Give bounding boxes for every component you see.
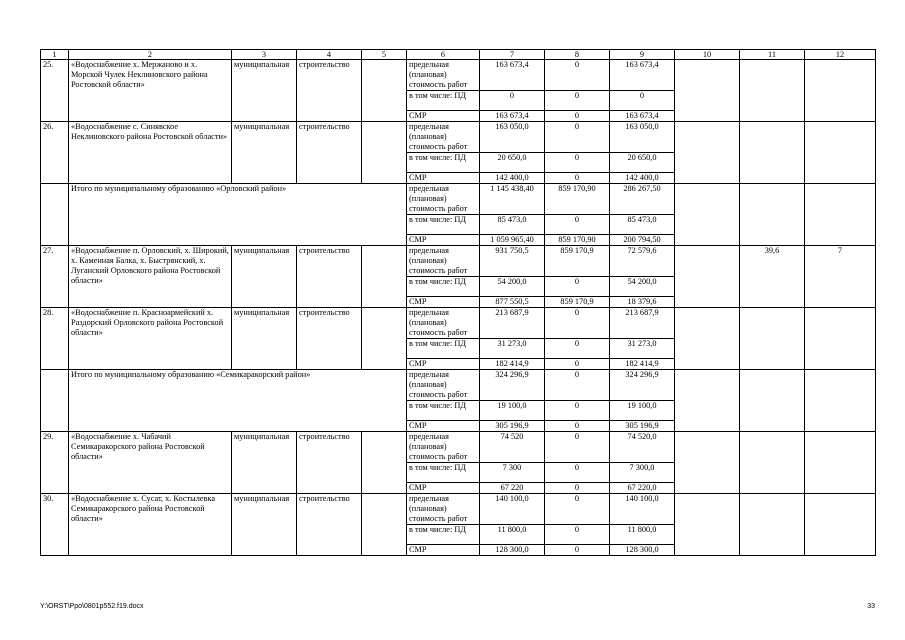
row-number: 26. [41, 122, 69, 184]
col-10 [675, 308, 740, 370]
cost-value: 20 650,0 [480, 153, 545, 173]
object-name: «Водоснабжение х. Сусат, х. Костылевка Семикаракорского района Ростовской области» [69, 494, 232, 556]
table-body [41, 50, 876, 556]
cost-value: 54 200,0 [480, 277, 545, 297]
cost-value: 305 196,9 [610, 421, 675, 432]
cost-value: 0 [545, 153, 610, 173]
cost-label: СМР [407, 173, 480, 184]
cost-label: в том числе: ПД [407, 339, 480, 359]
table-row [41, 308, 876, 339]
cost-value: 200 794,50 [610, 235, 675, 246]
cost-value: 324 296,9 [480, 370, 545, 401]
cost-value: 163 673,4 [480, 111, 545, 122]
col-12 [805, 370, 876, 432]
total-title: Итого по муниципальному образованию «Орловский район» [69, 184, 407, 246]
cost-value: 0 [545, 432, 610, 463]
cost-label: предельная (плановая) стоимость работ [407, 370, 480, 401]
cost-label: СМР [407, 545, 480, 556]
cost-label: в том числе: ПД [407, 215, 480, 235]
table-row [41, 184, 876, 215]
cost-value: 0 [610, 91, 675, 111]
cost-value: 18 379,6 [610, 297, 675, 308]
cost-value: 859 170,90 [545, 184, 610, 215]
col-10 [675, 494, 740, 556]
col-12 [805, 308, 876, 370]
column-number: 9 [610, 50, 675, 60]
col-10 [675, 432, 740, 494]
col-11 [740, 308, 805, 370]
table-row [41, 494, 876, 525]
column-number: 5 [362, 50, 407, 60]
cost-label: предельная (плановая) стоимость работ [407, 184, 480, 215]
cost-value: 54 200,0 [610, 277, 675, 297]
cost-value: 0 [545, 308, 610, 339]
cost-value: 0 [545, 339, 610, 359]
col-12 [805, 122, 876, 184]
cost-value: 931 750,5 [480, 246, 545, 277]
col-10 [675, 122, 740, 184]
cost-label: предельная (плановая) стоимость работ [407, 60, 480, 91]
work-kind: строительство [297, 246, 362, 308]
cost-label: СМР [407, 483, 480, 494]
col-5 [362, 494, 407, 556]
cost-value: 0 [545, 122, 610, 153]
cost-value: 0 [545, 173, 610, 184]
cost-label: СМР [407, 297, 480, 308]
col-5 [362, 60, 407, 122]
cost-value: 19 100,0 [610, 401, 675, 421]
column-number: 4 [297, 50, 362, 60]
ownership: муниципальная [232, 308, 297, 370]
col-11 [740, 370, 805, 432]
cost-label: СМР [407, 359, 480, 370]
col-12: 7 [805, 246, 876, 308]
cost-value: 11 800,0 [480, 525, 545, 545]
cost-value: 859 170,90 [545, 235, 610, 246]
column-number: 8 [545, 50, 610, 60]
col-11 [740, 184, 805, 246]
col-11: 39,6 [740, 246, 805, 308]
cost-value: 85 473,0 [610, 215, 675, 235]
cost-label: предельная (плановая) стоимость работ [407, 246, 480, 277]
table-row [41, 432, 876, 463]
cost-value: 163 050,0 [480, 122, 545, 153]
cost-value: 859 170,9 [545, 246, 610, 277]
cost-value: 74 520 [480, 432, 545, 463]
cost-value: 0 [545, 463, 610, 483]
ownership: муниципальная [232, 432, 297, 494]
col-12 [805, 494, 876, 556]
col-10 [675, 60, 740, 122]
cost-value: 19 100,0 [480, 401, 545, 421]
cost-value: 163 050,0 [610, 122, 675, 153]
object-name: «Водоснабжение п. Орловский, х. Широкий, х. Каменная Балка, х. Быстрянский, х. Луганский Орловского района Ростовской области» [69, 246, 232, 308]
cost-label: предельная (плановая) стоимость работ [407, 432, 480, 463]
cost-value: 0 [545, 277, 610, 297]
column-number: 6 [407, 50, 480, 60]
cost-label: в том числе: ПД [407, 277, 480, 297]
col-5 [362, 432, 407, 494]
cost-value: 1 145 438,40 [480, 184, 545, 215]
cost-value: 140 100,0 [480, 494, 545, 525]
col-5 [362, 122, 407, 184]
cost-value: 163 673,4 [610, 111, 675, 122]
file-path: Y:\ORST\Ppo\0801p552.f19.docx [40, 603, 144, 610]
work-kind: строительство [297, 308, 362, 370]
cost-value: 0 [545, 483, 610, 494]
cost-label: СМР [407, 111, 480, 122]
col-10 [675, 370, 740, 432]
cost-value: 182 414,9 [480, 359, 545, 370]
col-10 [675, 184, 740, 246]
cost-value: 163 673,4 [480, 60, 545, 91]
cost-value: 72 579,6 [610, 246, 675, 277]
cost-value: 0 [545, 359, 610, 370]
cost-value: 0 [545, 545, 610, 556]
row-number: 27. [41, 246, 69, 308]
cost-value: 142 400,0 [610, 173, 675, 184]
cost-label: предельная (плановая) стоимость работ [407, 308, 480, 339]
work-kind: строительство [297, 122, 362, 184]
cost-value: 324 296,9 [610, 370, 675, 401]
cost-value: 859 170,9 [545, 297, 610, 308]
col-11 [740, 494, 805, 556]
column-number: 10 [675, 50, 740, 60]
col-12 [805, 60, 876, 122]
column-number-row [41, 50, 876, 60]
cost-value: 142 400,0 [480, 173, 545, 184]
table-row [41, 122, 876, 153]
cost-value: 0 [545, 60, 610, 91]
cost-value: 0 [545, 421, 610, 432]
cost-value: 7 300,0 [610, 463, 675, 483]
object-name: «Водоснабжение х. Мержаново и х. Морской Чулек Неклиновского района Ростовской области» [69, 60, 232, 122]
col-11 [740, 432, 805, 494]
cost-value: 31 273,0 [480, 339, 545, 359]
cost-value: 67 220 [480, 483, 545, 494]
cost-label: в том числе: ПД [407, 463, 480, 483]
cost-value: 7 300 [480, 463, 545, 483]
cost-value: 182 414,9 [610, 359, 675, 370]
cost-value: 305 196,9 [480, 421, 545, 432]
table-row [41, 370, 876, 401]
cost-value: 1 059 965,40 [480, 235, 545, 246]
cost-value: 74 520,0 [610, 432, 675, 463]
cost-label: в том числе: ПД [407, 401, 480, 421]
col-12 [805, 432, 876, 494]
cost-value: 0 [545, 370, 610, 401]
column-number: 12 [805, 50, 876, 60]
cost-value: 85 473,0 [480, 215, 545, 235]
cost-value: 0 [545, 401, 610, 421]
cost-value: 11 800,0 [610, 525, 675, 545]
investment-table [40, 49, 876, 556]
total-title: Итого по муниципальному образованию «Семикаракорский район» [69, 370, 407, 432]
cost-value: 0 [545, 91, 610, 111]
table-row [41, 60, 876, 91]
row-number: 25. [41, 60, 69, 122]
cost-value: 20 650,0 [610, 153, 675, 173]
cost-label: СМР [407, 421, 480, 432]
cost-value: 31 273,0 [610, 339, 675, 359]
cost-value: 0 [545, 494, 610, 525]
table-row [41, 246, 876, 277]
cost-value: 0 [545, 111, 610, 122]
cost-value: 163 673,4 [610, 60, 675, 91]
cost-value: 0 [480, 91, 545, 111]
row-number: 28. [41, 308, 69, 370]
cost-value: 286 267,50 [610, 184, 675, 215]
ownership: муниципальная [232, 246, 297, 308]
col-12 [805, 184, 876, 246]
total-blank [41, 184, 69, 246]
cost-label: предельная (плановая) стоимость работ [407, 122, 480, 153]
cost-value: 128 300,0 [480, 545, 545, 556]
cost-label: СМР [407, 235, 480, 246]
cost-label: в том числе: ПД [407, 525, 480, 545]
col-11 [740, 122, 805, 184]
object-name: «Водоснабжение с. Синявское Неклиновского района Ростовской области» [69, 122, 232, 184]
cost-value: 0 [545, 215, 610, 235]
column-number: 11 [740, 50, 805, 60]
cost-value: 67 220,0 [610, 483, 675, 494]
cost-value: 0 [545, 525, 610, 545]
work-kind: строительство [297, 60, 362, 122]
cost-label: предельная (плановая) стоимость работ [407, 494, 480, 525]
ownership: муниципальная [232, 122, 297, 184]
object-name: «Водоснабжение п. Красноармейский х. Раздорский Орловского района Ростовской области» [69, 308, 232, 370]
column-number: 7 [480, 50, 545, 60]
col-10 [675, 246, 740, 308]
column-number: 2 [69, 50, 232, 60]
cost-value: 140 100,0 [610, 494, 675, 525]
page-number: 33 [867, 603, 875, 610]
col-11 [740, 60, 805, 122]
cost-label: в том числе: ПД [407, 153, 480, 173]
cost-label: в том числе: ПД [407, 91, 480, 111]
object-name: «Водоснабжение х. Чабачий Семикаракорского района Ростовской области» [69, 432, 232, 494]
cost-value: 213 687,9 [480, 308, 545, 339]
row-number: 29. [41, 432, 69, 494]
ownership: муниципальная [232, 494, 297, 556]
col-5 [362, 308, 407, 370]
cost-value: 213 687,9 [610, 308, 675, 339]
cost-value: 877 550,5 [480, 297, 545, 308]
col-5 [362, 246, 407, 308]
total-blank [41, 370, 69, 432]
row-number: 30. [41, 494, 69, 556]
work-kind: строительство [297, 494, 362, 556]
work-kind: строительство [297, 432, 362, 494]
column-number: 1 [41, 50, 69, 60]
ownership: муниципальная [232, 60, 297, 122]
column-number: 3 [232, 50, 297, 60]
cost-value: 128 300,0 [610, 545, 675, 556]
